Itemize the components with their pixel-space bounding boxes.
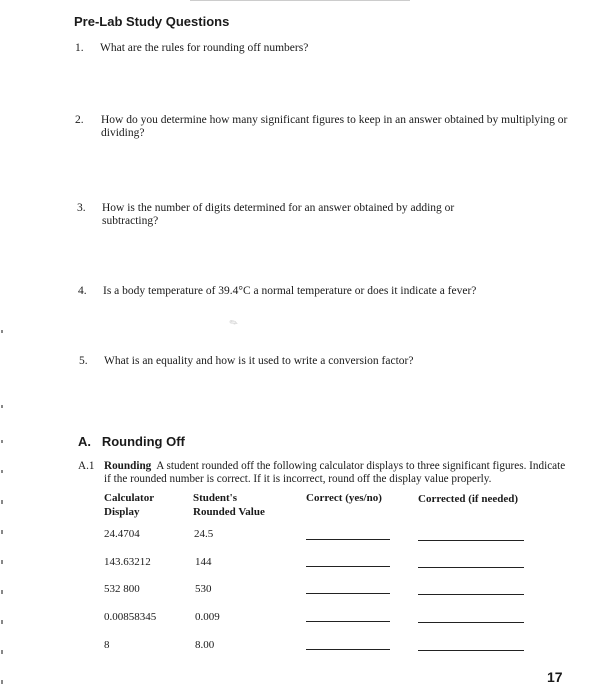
header-rounded-value: Rounded Value <box>193 506 265 518</box>
margin-mark <box>1 470 3 473</box>
correct-answer-blank[interactable] <box>306 649 390 650</box>
header-corrected: Corrected (if needed) <box>418 493 518 505</box>
page-number: 17 <box>547 669 563 685</box>
corrected-answer-blank[interactable] <box>418 650 524 651</box>
margin-mark <box>1 650 3 654</box>
question-number-5: 5. <box>79 355 88 367</box>
header-students: Student's <box>193 492 238 504</box>
margin-mark <box>1 620 3 624</box>
question-text-3: How is the number of digits determined for an answer obtained by adding or subtracting? <box>102 202 455 227</box>
corrected-answer-blank[interactable] <box>418 622 524 623</box>
prelab-title: Pre-Lab Study Questions <box>74 14 230 29</box>
item-a1-instructions <box>104 460 574 486</box>
calculator-display-value: 143.63212 <box>104 556 151 568</box>
question-number-4: 4. <box>78 285 87 297</box>
question-number-3: 3. <box>77 202 86 214</box>
item-a1-number: A.1 <box>78 460 95 472</box>
header-correct: Correct (yes/no) <box>306 492 382 504</box>
question-number-2: 2. <box>75 114 84 126</box>
pencil-smudge: ✎ <box>227 316 241 331</box>
correct-answer-blank[interactable] <box>306 593 390 594</box>
correct-answer-blank[interactable] <box>306 566 390 567</box>
student-rounded-value: 8.00 <box>195 639 215 651</box>
header-calculator-display <box>104 491 154 519</box>
question-text-5: What is an equality and how is it used to write a conversion factor? <box>104 355 414 367</box>
corrected-answer-blank[interactable] <box>418 540 524 541</box>
calculator-display-value: 24.4704 <box>104 528 140 540</box>
student-rounded-value: 0.009 <box>195 611 220 623</box>
question-text-4: Is a body temperature of 39.4°C a normal temperature or does it indicate a fever? <box>103 285 477 297</box>
calculator-display-value: 0.00858345 <box>104 611 157 623</box>
margin-mark <box>1 530 3 534</box>
margin-mark <box>1 440 3 443</box>
corrected-answer-blank[interactable] <box>418 567 524 568</box>
margin-mark <box>1 330 3 333</box>
margin-mark <box>1 680 3 684</box>
header-calculator: Calculator <box>104 492 155 504</box>
header-student-rounded <box>193 491 265 519</box>
corrected-answer-blank[interactable] <box>418 594 524 595</box>
header-display: Display <box>104 506 140 518</box>
item-a1-label: Rounding <box>104 460 152 472</box>
margin-mark <box>1 405 3 408</box>
question-number-1: 1. <box>75 42 84 54</box>
margin-mark <box>1 560 3 564</box>
student-rounded-value: 530 <box>195 583 212 595</box>
calculator-display-value: 8 <box>104 639 110 651</box>
correct-answer-blank[interactable] <box>306 539 390 540</box>
item-a1-text: A student rounded off the following calculator displays to three significant figures. Indicate if the rounded number is correct. If it is incorrect, round off the display value properly. <box>104 460 566 485</box>
student-rounded-value: 144 <box>195 556 212 568</box>
question-text-1: What are the rules for rounding off numbers? <box>100 42 309 54</box>
calculator-display-value: 532 800 <box>104 583 140 595</box>
student-rounded-value: 24.5 <box>194 528 214 540</box>
section-a-title: A. Rounding Off <box>78 434 185 449</box>
margin-mark <box>1 590 3 594</box>
top-edge-line <box>190 0 410 1</box>
question-text-2: How do you determine how many significant figures to keep in an answer obtained by multiplying or dividing? <box>101 114 568 139</box>
correct-answer-blank[interactable] <box>306 621 390 622</box>
margin-mark <box>1 500 3 504</box>
